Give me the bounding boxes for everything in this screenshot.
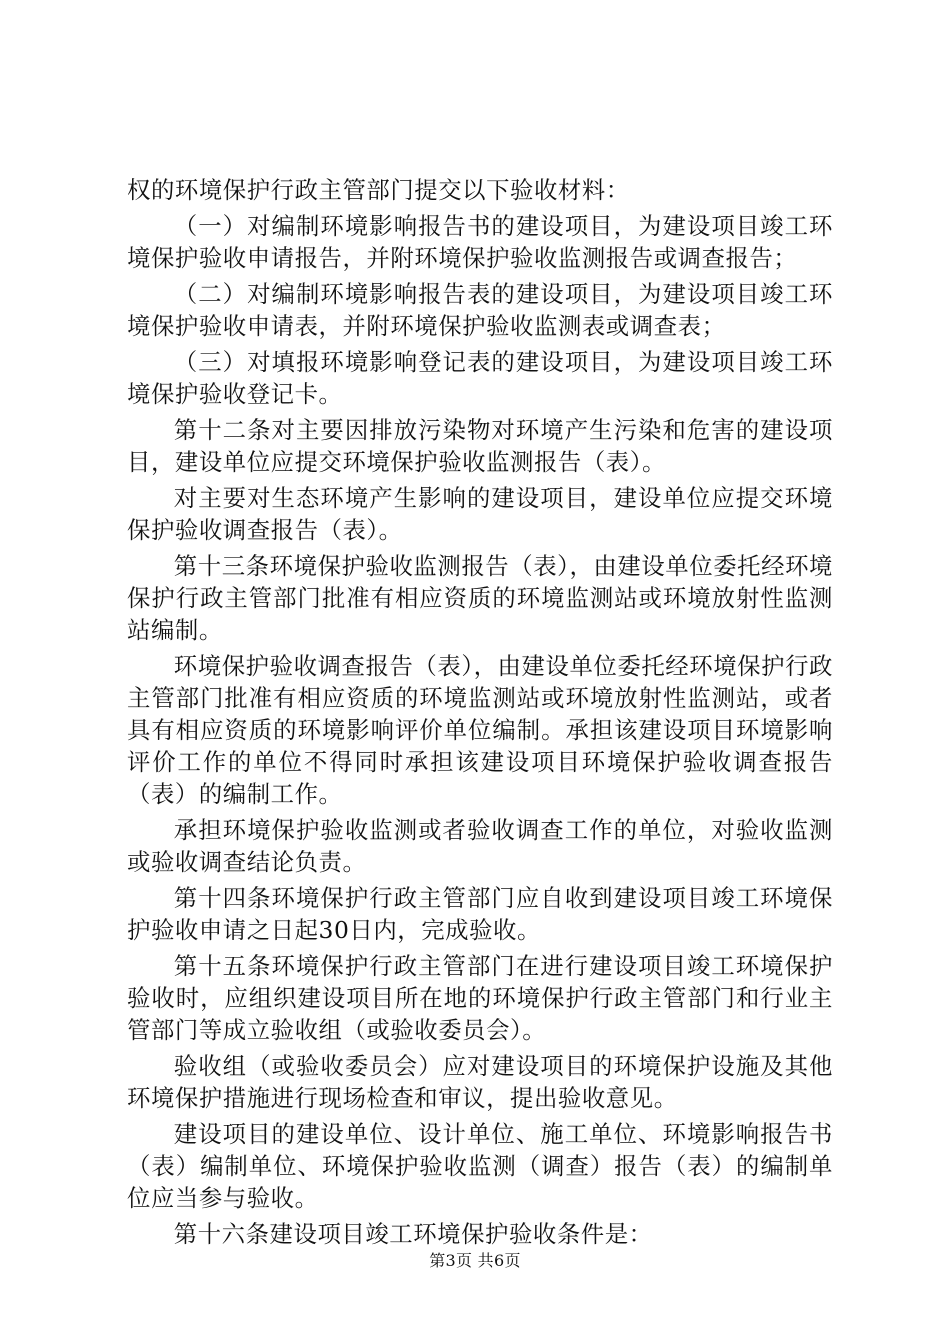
paragraph-article-13-responsibility: 承担环境保护验收监测或者验收调查工作的单位，对验收监测或验收调查结论负责。 bbox=[127, 816, 833, 876]
paragraph-article-15-participants: 建设项目的建设单位、设计单位、施工单位、环境影响报告书（表）编制单位、环境保护验收监测（调查）报告（表）的编制单位应当参与验收。 bbox=[127, 1120, 833, 1212]
paragraph-item-2: （二）对编制环境影响报告表的建设项目，为建设项目竣工环境保护验收申请表，并附环境保护验收监测表或调查表； bbox=[127, 280, 833, 340]
paragraph-article-15: 第十五条环境保护行政主管部门在进行建设项目竣工环境保护验收时，应组织建设项目所在地的环境保护行政主管部门和行业主管部门等成立验收组（或验收委员会）。 bbox=[127, 952, 833, 1044]
paragraph-article-15-inspection: 验收组（或验收委员会）应对建设项目的环境保护设施及其他环境保护措施进行现场检查和审议，提出验收意见。 bbox=[127, 1052, 833, 1112]
paragraph-article-16: 第十六条建设项目竣工环境保护验收条件是： bbox=[173, 1220, 653, 1248]
paragraph-article-13: 第十三条环境保护验收监测报告（表），由建设单位委托经环境保护行政主管部门批准有相应资质的环境监测站或环境放射性监测站编制。 bbox=[127, 552, 833, 644]
paragraph-item-3: （三）对填报环境影响登记表的建设项目，为建设项目竣工环境保护验收登记卡。 bbox=[127, 348, 833, 408]
paragraph-continuation: 权的环境保护行政主管部门提交以下验收材料： bbox=[127, 176, 630, 204]
paragraph-article-12-ecology: 对主要对生态环境产生影响的建设项目，建设单位应提交环境保护验收调查报告（表）。 bbox=[127, 484, 833, 544]
document-body bbox=[127, 174, 833, 1254]
page-number-footer: 第3页 共6页 bbox=[429, 1251, 521, 1270]
paragraph-article-12: 第十二条对主要因排放污染物对环境产生污染和危害的建设项目，建设单位应提交环境保护验收监测报告（表）。 bbox=[127, 416, 833, 476]
paragraph-item-1: （一）对编制环境影响报告书的建设项目，为建设项目竣工环境保护验收申请报告，并附环境保护验收监测报告或调查报告； bbox=[127, 212, 833, 272]
paragraph-article-13-survey: 环境保护验收调查报告（表），由建设单位委托经环境保护行政主管部门批准有相应资质的环境监测站或环境放射性监测站，或者具有相应资质的环境影响评价单位编制。承担该建设项目环境影响评价工作的单位不得同时承担该建设项目环境保护验收调查报告（表）的编制工作。 bbox=[127, 652, 833, 808]
paragraph-article-14: 第十四条环境保护行政主管部门应自收到建设项目竣工环境保护验收申请之日起30日内，完成验收。 bbox=[127, 884, 833, 944]
